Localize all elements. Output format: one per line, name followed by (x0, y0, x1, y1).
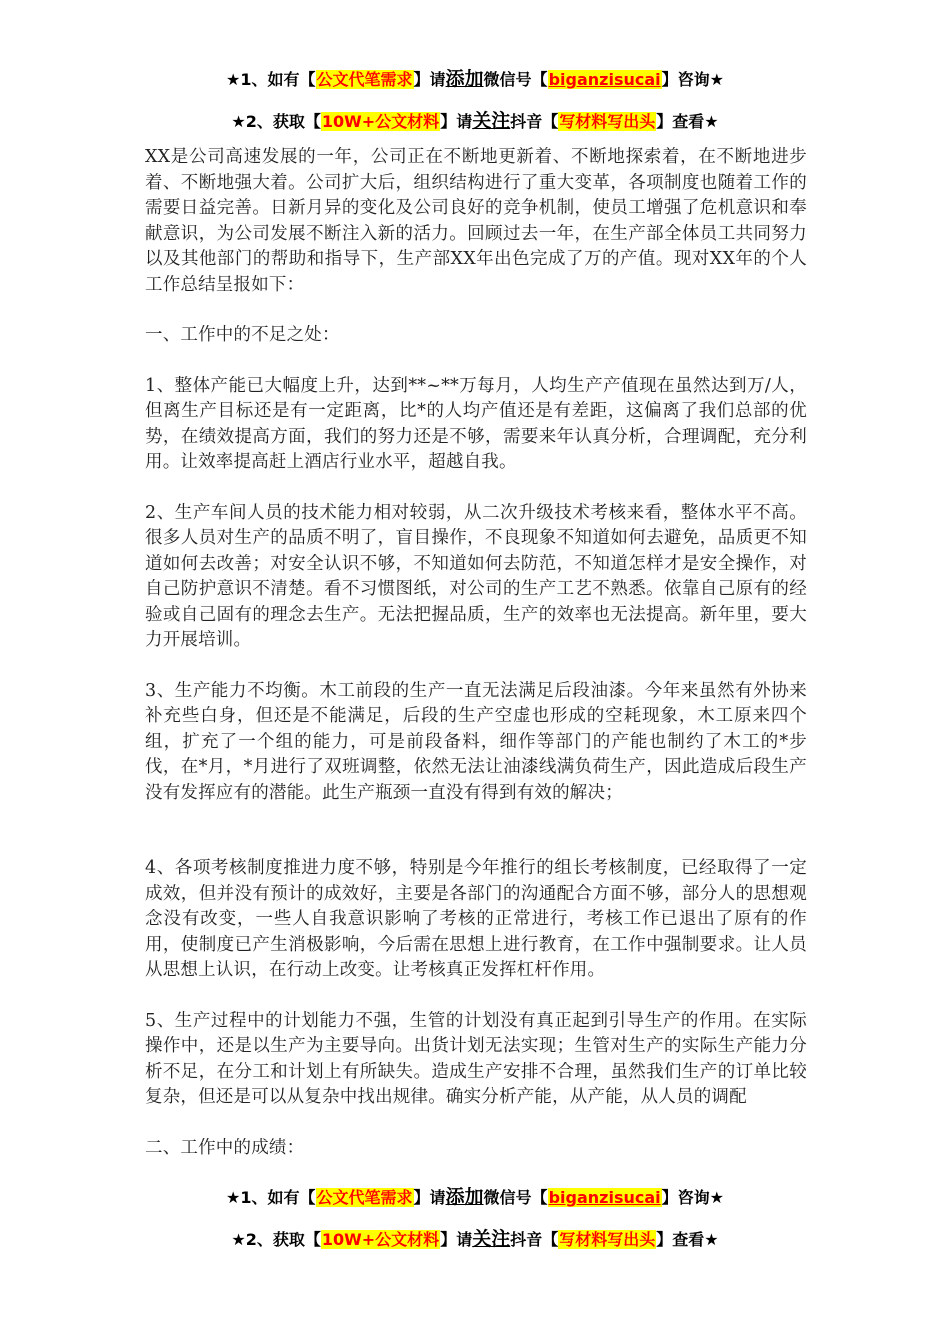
highlight-service: 公文代笔需求 (316, 70, 413, 89)
emphasis-follow: 关注 (472, 110, 511, 132)
bottom-banner-line-2: ★2、获取【10W+公文材料】请关注抖音【写材料写出头】查看★ (231, 1228, 719, 1250)
emphasis-follow: 关注 (472, 1228, 511, 1250)
top-banner-line-2: ★2、获取【10W+公文材料】请关注抖音【写材料写出头】查看★ (231, 110, 719, 132)
section-heading-shortcomings: 一、工作中的不足之处： (145, 325, 340, 345)
shortcoming-item-1: 1、整体产能已大幅度上升，达到**~**万每月，人均生产产值现在虽然达到万/人，但离生产目标还是有一定距离，比*的人均产值还是有差距，这偏离了我们总部的优势，在绩效提高方面，我们的努力还是不够，需要来年认真分析，合理调配，充分利用。让效率提高赶上酒店行业水平，超越自我。 (145, 375, 807, 472)
wechat-id-link[interactable]: biganzisucai (548, 70, 661, 89)
emphasis-add: 添加 (445, 1186, 484, 1208)
document-body (145, 145, 807, 1161)
shortcoming-item-2: 2、生产车间人员的技术能力相对较弱，从二次升级技术考核来看，整体水平不高。很多人员对生产的品质不明了，盲目操作，不良现象不知道如何去避免，品质更不知道如何去改善；对安全认识不够，不知道如何去防范，不知道怎样才是安全操作，对自己防护意识不清楚。看不习惯图纸，对公司的生产工艺不熟悉。依靠自己原有的经验或自己固有的理念去生产。无法把握品质，生产的效率也无法提高。新年里，要大力开展培训。 (145, 502, 807, 650)
emphasis-add: 添加 (445, 68, 484, 90)
wechat-id-link[interactable]: biganzisucai (548, 1188, 661, 1207)
section-heading-achievements: 二、工作中的成绩： (145, 1137, 305, 1158)
highlight-materials: 10W+公文材料 (321, 112, 440, 131)
bottom-banner-line-1: ★1、如有【公文代笔需求】请添加微信号【biganzisucai】咨询★ (226, 1186, 724, 1208)
highlight-materials: 10W+公文材料 (321, 1230, 440, 1249)
douyin-account: 写材料写出头 (559, 1230, 656, 1249)
top-banner-line-1: ★1、如有【公文代笔需求】请添加微信号【biganzisucai】咨询★ (226, 68, 724, 90)
douyin-account: 写材料写出头 (559, 112, 656, 131)
intro-paragraph: XX是公司高速发展的一年，公司正在不断地更新着、不断地探索着，在不断地进步着、不断地强大着。公司扩大后，组织结构进行了重大变革，各项制度也随着工作的需要日益完善。日新月异的变化及公司良好的竞争机制，使员工增强了危机意识和奉献意识，为公司发展不断注入新的活力。回顾过去一年，在生产部全体员工共同努力以及其他部门的帮助和指导下，生产部XX年出色完成了万的产值。现对XX年的个人工作总结呈报如下： (145, 147, 807, 295)
highlight-service: 公文代笔需求 (316, 1188, 413, 1207)
shortcoming-item-3: 3、生产能力不均衡。木工前段的生产一直无法满足后段油漆。今年来虽然有外协来补充些白身，但还是不能满足，后段的生产空虚也形成的空耗现象，木工原来四个组，扩充了一个组的能力，可是前段备料，细作等部门的产能也制约了木工的*步伐，在*月，*月进行了双班调整，依然无法让油漆线满负荷生产，因此造成后段生产没有发挥应有的潜能。此生产瓶颈一直没有得到有效的解决； (145, 680, 807, 803)
shortcoming-item-4: 4、各项考核制度推进力度不够，特别是今年推行的组长考核制度，已经取得了一定成效，但并没有预计的成效好，主要是各部门的沟通配合方面不够，部分人的思想观念没有改变，一些人自我意识影响了考核的正常进行，考核工作已退出了原有的作用，使制度已产生消极影响，今后需在思想上进行教育，在工作中强制要求。让人员从思想上认识，在行动上改变。让考核真正发挥杠杆作用。 (145, 858, 807, 980)
shortcoming-item-5: 5、生产过程中的计划能力不强，生管的计划没有真正起到引导生产的作用。在实际操作中，还是以生产为主要导向。出货计划无法实现；生管对生产的实际生产能力分析不足，在分工和计划上有所缺失。造成生产安排不合理，虽然我们生产的订单比较复杂，但还是可以从复杂中找出规律。确实分析产能，从产能，从人员的调配 (145, 1010, 807, 1107)
